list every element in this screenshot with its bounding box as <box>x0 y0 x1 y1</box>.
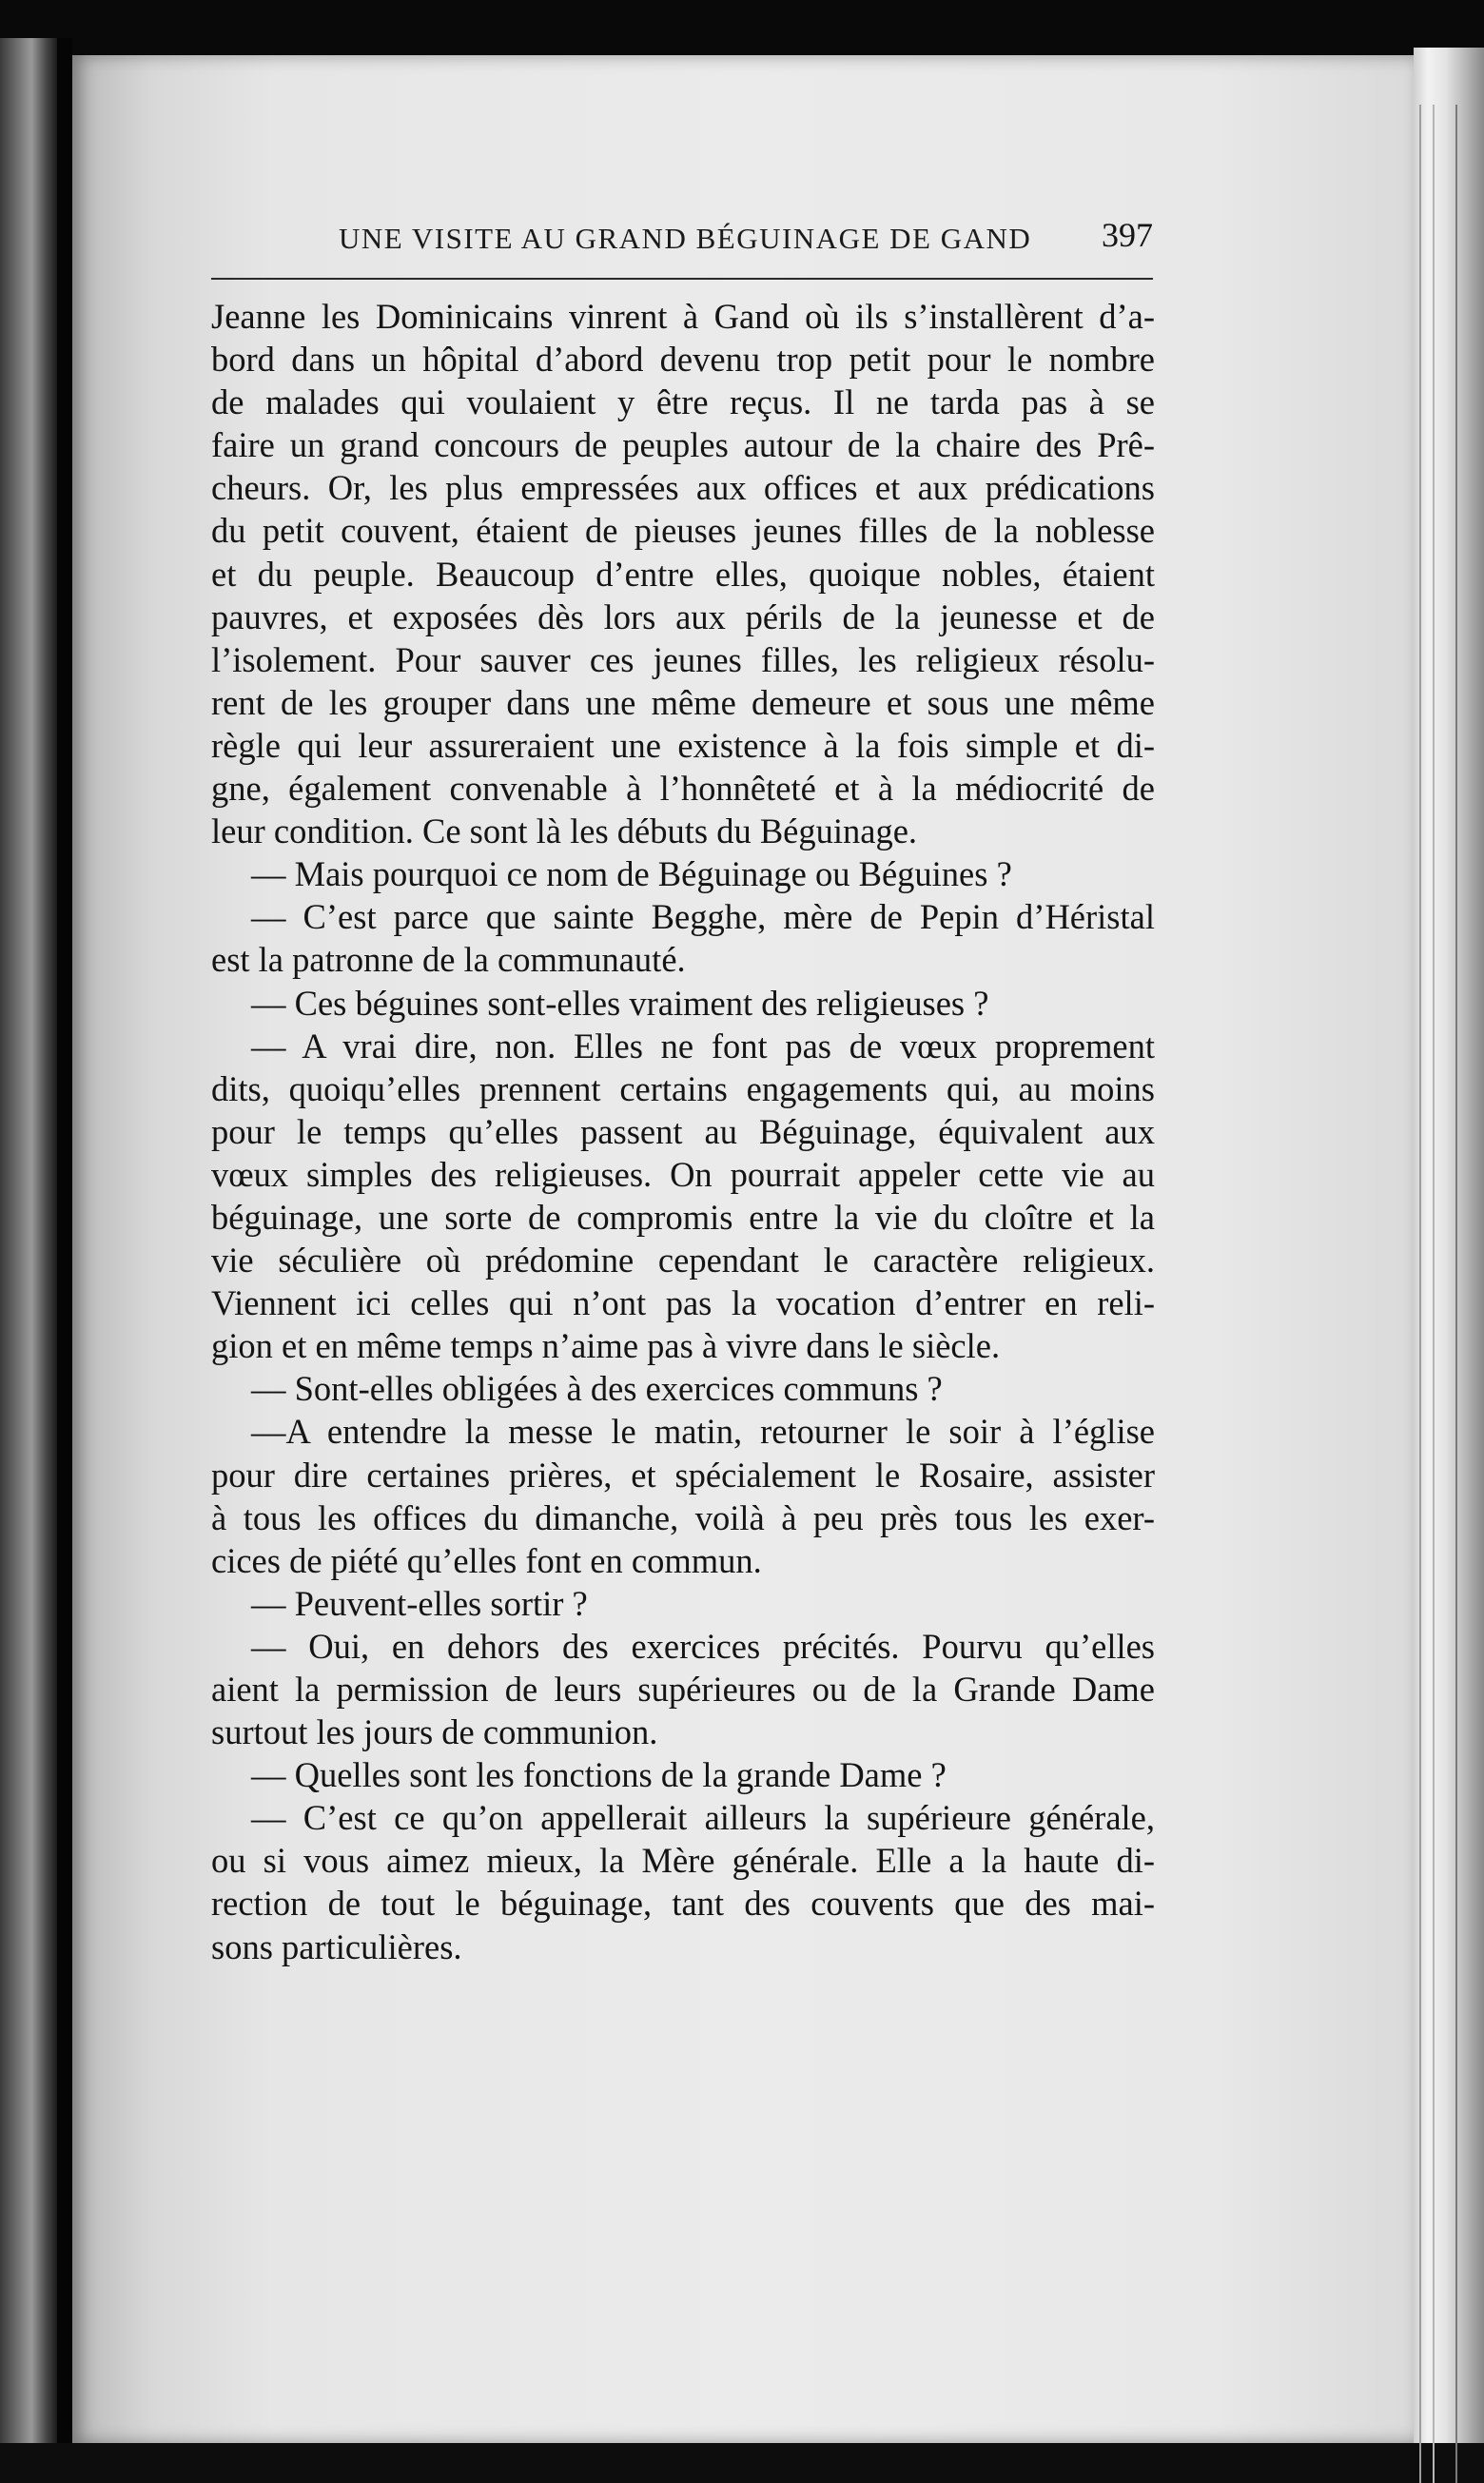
dialogue-line: — Mais pourquoi ce nom de Béguinage ou Béguines ? <box>251 854 1012 894</box>
text-line: faire un grand concours de peuples autour de la chaire des Prê- <box>211 425 1155 465</box>
binding-gutter <box>57 38 72 2443</box>
text-line: surtout les jours de communion. <box>211 1712 658 1752</box>
text-line: vie séculière où prédomine cependant le caractère religieux. <box>211 1241 1155 1281</box>
text-line: gion et en même temps n’aime pas à vivre dans le siècle. <box>211 1326 1001 1366</box>
text-line: Viennent ici celles qui n’ont pas la vocation d’entrer en reli- <box>211 1283 1155 1323</box>
dialogue-line: — C’est ce qu’on appellerait ailleurs la supérieure générale, <box>251 1798 1155 1838</box>
text-line: et du peuple. Beaucoup d’entre elles, quoique nobles, étaient <box>211 554 1155 594</box>
text-line: règle qui leur assureraient une existence à la fois simple et di- <box>211 725 1155 765</box>
body-text <box>211 295 1155 1968</box>
dialogue-line: — Oui, en dehors des exercices précités. Pourvu qu’elles <box>251 1626 1155 1666</box>
text-line: Jeanne les Dominicains vinrent à Gand où ils s’installèrent d’a- <box>211 297 1155 336</box>
text-line: béguinage, une sorte de compromis entre la vie du cloître et la <box>211 1197 1155 1237</box>
dialogue-line: — Quelles sont les fonctions de la grande Dame ? <box>251 1755 947 1795</box>
text-line: pour le temps qu’elles passent au Béguinage, équivalent aux <box>211 1111 1155 1151</box>
text-line: vœux simples des religieuses. On pourrait appeler cette vie au <box>211 1154 1155 1194</box>
text-line: ou si vous aimez mieux, la Mère générale. Elle a la haute di- <box>211 1841 1155 1881</box>
page-number: 397 <box>1102 216 1153 254</box>
text-line: cices de piété qu’elles font en commun. <box>211 1540 762 1580</box>
text-line: leur condition. Ce sont là les débuts du Béguinage. <box>211 811 918 851</box>
text-line: rection de tout le béguinage, tant des couvents que des mai- <box>211 1884 1155 1924</box>
text-line: sons particulières. <box>211 1926 462 1966</box>
text-line: dits, quoiqu’elles prennent certains engagements qui, au moins <box>211 1068 1155 1108</box>
text-line: l’isolement. Pour sauver ces jeunes filles, les religieux résolu- <box>211 639 1155 679</box>
dialogue-line: — Ces béguines sont-elles vraiment des religieuses ? <box>251 983 989 1023</box>
text-line: pour dire certaines prières, et spécialement le Rosaire, assister <box>211 1455 1155 1495</box>
dialogue-line: — C’est parce que sainte Begghe, mère de Pepin d’Héristal <box>251 897 1155 937</box>
text-line: du petit couvent, étaient de pieuses jeunes filles de la noblesse <box>211 511 1155 551</box>
text-line: cheurs. Or, les plus empressées aux offices et aux prédications <box>211 468 1155 508</box>
text-line: aient la permission de leurs supérieures ou de la Grande Dame <box>211 1670 1155 1709</box>
dialogue-line: — Peuvent-elles sortir ? <box>251 1583 588 1623</box>
text-line: est la patronne de la communauté. <box>211 940 686 980</box>
text-line: gne, également convenable à l’honnêteté et à la médiocrité de <box>211 769 1155 809</box>
text-line: pauvres, et exposées dès lors aux périls de la jeunesse et de <box>211 596 1155 636</box>
dialogue-line: — Sont-elles obligées à des exercices communs ? <box>251 1369 943 1409</box>
running-title: UNE VISITE AU GRAND BÉGUINAGE DE GAND <box>339 222 1032 255</box>
page-edge-line <box>1455 105 1457 2483</box>
text-line: de malades qui voulaient y être reçus. Il ne tarda pas à se <box>211 382 1155 422</box>
scan-top-border <box>0 0 1484 59</box>
dialogue-line: —A entendre la messe le matin, retourner le soir à l’église <box>251 1412 1155 1452</box>
book-spine <box>0 38 57 2443</box>
header-rule <box>211 278 1153 280</box>
page-edge-line <box>1419 105 1421 2483</box>
page-stack-edge <box>1414 48 1484 2443</box>
text-line: rent de les grouper dans une même demeure et sous une même <box>211 682 1155 722</box>
dialogue-line: — A vrai dire, non. Elles ne font pas de vœux proprement <box>251 1026 1155 1066</box>
text-line: bord dans un hôpital d’abord devenu trop petit pour le nombre <box>211 340 1155 380</box>
text-line: à tous les offices du dimanche, voilà à peu près tous les exer- <box>211 1497 1155 1537</box>
page-edge-line <box>1433 105 1435 2483</box>
